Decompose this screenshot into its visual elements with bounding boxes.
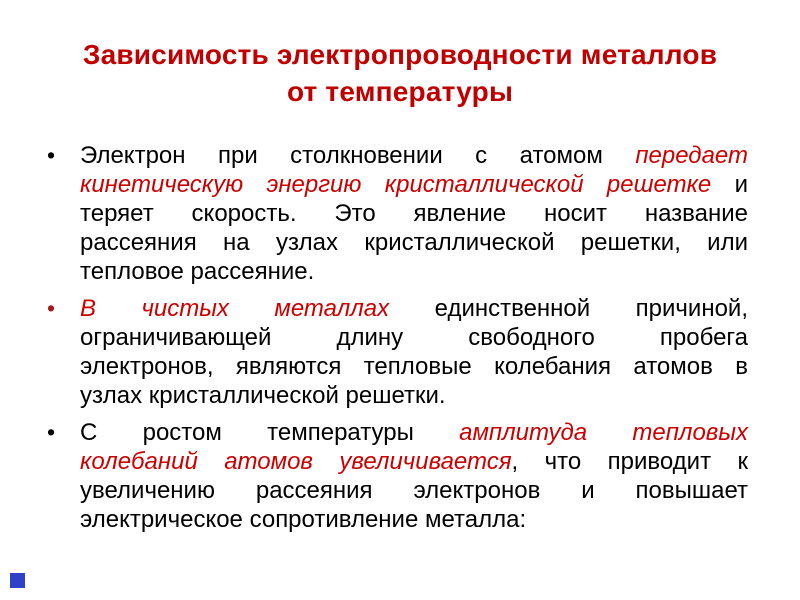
text-line [80,141,748,170]
body-text: единственной причиной, [389,295,748,322]
bullet-dot-icon: • [47,142,56,168]
title-line-2: от температуры [286,76,514,107]
bullet-text [80,418,748,534]
text-line [80,170,748,199]
emphasis-text: передает [635,142,748,169]
text-line [80,257,748,286]
slide-title [28,36,772,110]
body-text: узлах кристаллической решетки. [80,382,446,409]
text-line [80,199,748,228]
body-text: электрическое сопротивление металла: [80,506,527,533]
bullet-text [80,141,748,286]
bullet-text [80,294,748,410]
bullet-item [42,418,748,534]
bullet-item [42,294,748,410]
text-line [80,228,748,257]
text-line [80,476,748,505]
emphasis-text: кинетическую энергию кристаллической решетке [80,171,712,198]
text-line [80,352,748,381]
body-text: , что приводит к [511,448,748,475]
body-text: теряет скорость. Это явление носит название [80,200,748,227]
bullet-dot-icon: • [47,295,56,321]
corner-square-decoration [10,573,25,588]
body-text: увеличению рассеяния электронов и повышает [80,477,748,504]
body-text: С ростом температуры [80,419,460,446]
body-text: ограничивающей длину свободного пробега [80,324,748,351]
body-text: рассеяния на узлах кристаллической решетки, или [80,229,748,256]
body-text: электронов, являются тепловые колебания атомов в [80,353,748,380]
bullet-list [42,141,748,542]
emphasis-text: амплитуда тепловых [459,419,748,446]
bullet-item [42,141,748,286]
emphasis-text: В чистых металлах [80,295,390,322]
text-line [80,381,748,410]
emphasis-text: колебаний атомов увеличивается [80,448,512,475]
body-text: Электрон при столкновении с атомом [80,142,636,169]
body-text: тепловое рассеяние. [80,258,315,285]
title-line-1: Зависимость электропроводности металлов [82,39,718,70]
text-line [80,418,748,447]
text-line [80,505,748,534]
text-line [80,294,748,323]
text-line [80,323,748,352]
body-text: и [711,171,749,198]
text-line [80,447,748,476]
bullet-dot-icon: • [47,419,56,445]
